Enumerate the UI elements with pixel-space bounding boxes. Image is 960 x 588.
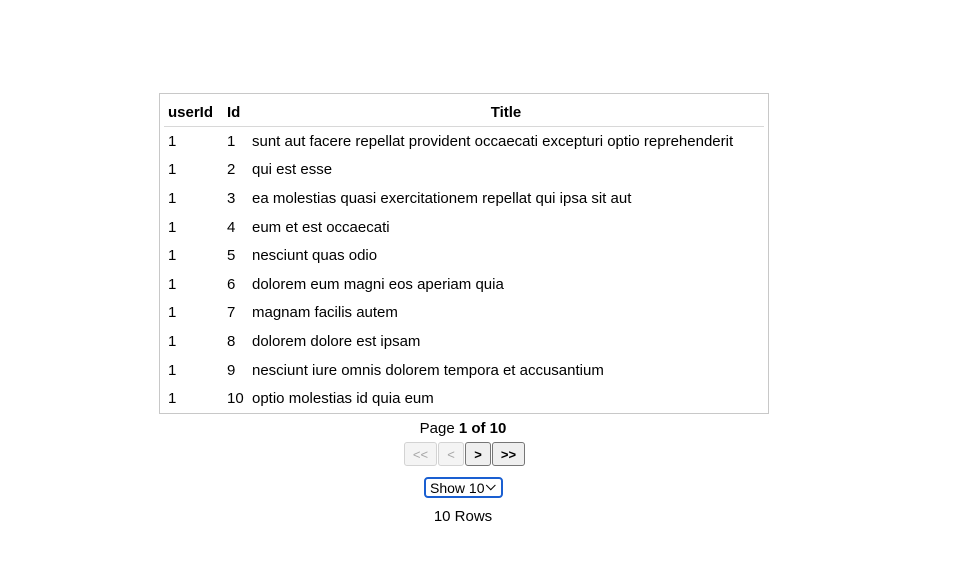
cell-id: 1	[227, 132, 236, 150]
cell-id: 10	[227, 390, 244, 408]
chevron-down-icon	[486, 480, 496, 490]
page-status: 1 of 10	[458, 420, 507, 437]
cell-title: dolorem dolore est ipsam	[252, 332, 421, 350]
cell-id: 8	[227, 332, 236, 350]
table-row	[164, 241, 764, 270]
header-id: Id	[223, 98, 248, 127]
cell-user-id: 1	[168, 304, 177, 322]
cell-user-id: 1	[168, 132, 177, 150]
cell-id: 3	[227, 189, 236, 207]
page-size-select[interactable]	[424, 477, 503, 498]
cell-user-id: 1	[168, 189, 177, 207]
cell-title: optio molestias id quia eum	[252, 390, 434, 408]
table-row	[164, 213, 764, 242]
next-page-button[interactable]: >	[465, 442, 491, 466]
table-row	[164, 356, 764, 385]
cell-id: 4	[227, 218, 236, 236]
cell-id: 2	[227, 161, 236, 179]
previous-page-button[interactable]: <	[438, 442, 464, 466]
cell-title: ea molestias quasi exercitationem repellat qui ipsa sit aut	[252, 189, 632, 207]
cell-user-id: 1	[168, 275, 177, 293]
cell-title: magnam facilis autem	[252, 304, 398, 322]
data-table-container	[159, 93, 769, 414]
cell-title: nesciunt quas odio	[252, 247, 378, 265]
cell-id: 5	[227, 247, 236, 265]
table-row	[164, 384, 764, 413]
cell-user-id: 1	[168, 361, 177, 379]
cell-title: qui est esse	[252, 161, 333, 179]
table-header-row	[164, 98, 764, 127]
cell-title: nesciunt iure omnis dolorem tempora et accusantium	[252, 361, 604, 379]
cell-title: eum et est occaecati	[252, 218, 390, 236]
data-table	[164, 98, 764, 413]
page-label: Page	[419, 420, 455, 437]
table-row	[164, 299, 764, 328]
cell-user-id: 1	[168, 161, 177, 179]
pagination-controls	[404, 442, 525, 466]
cell-user-id: 1	[168, 247, 177, 265]
page-indicator	[0, 420, 926, 437]
header-title: Title	[248, 98, 764, 127]
table-row	[164, 156, 764, 185]
table-row	[164, 270, 764, 299]
header-user-id: userId	[164, 98, 223, 127]
cell-user-id: 1	[168, 332, 177, 350]
table-row	[164, 184, 764, 213]
cell-user-id: 1	[168, 218, 177, 236]
cell-title: dolorem eum magni eos aperiam quia	[252, 275, 504, 293]
last-page-button[interactable]: >>	[492, 442, 525, 466]
row-count-label: 10 Rows	[433, 508, 493, 525]
page-size-value: Show 10	[430, 479, 485, 496]
table-row	[164, 127, 764, 156]
first-page-button[interactable]: <<	[404, 442, 437, 466]
cell-id: 9	[227, 361, 236, 379]
cell-user-id: 1	[168, 390, 177, 408]
cell-id: 6	[227, 275, 236, 293]
cell-title: sunt aut facere repellat provident occaecati excepturi optio reprehenderit	[252, 132, 734, 150]
cell-id: 7	[227, 304, 236, 322]
table-row	[164, 327, 764, 356]
